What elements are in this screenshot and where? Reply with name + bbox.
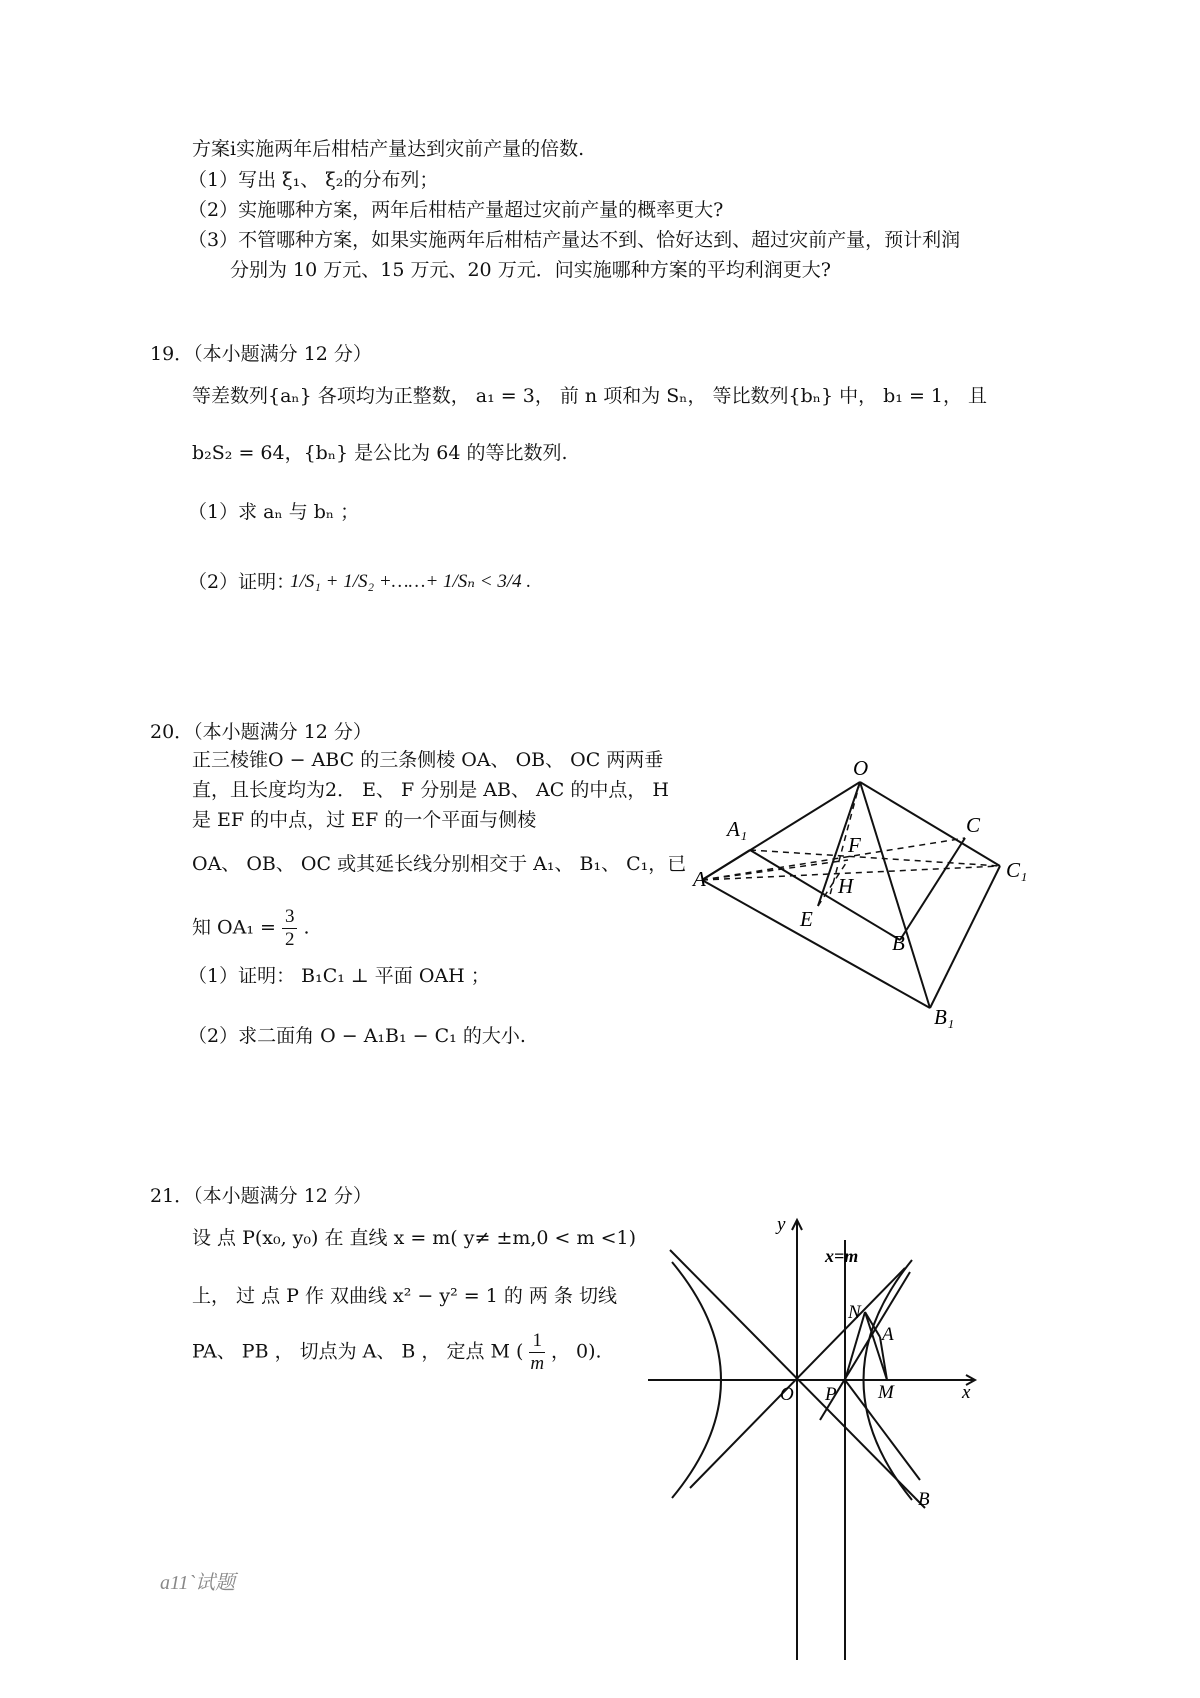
label-M: M (878, 1382, 894, 1403)
q20-line-5: 知 OA₁ = $\frac{3}{2}$ . (192, 906, 310, 950)
label-A-tangent: A (882, 1324, 894, 1345)
label-x-equals-m: x=m (825, 1246, 859, 1266)
q18-item-2: （2）实施哪种方案，两年后柑桔产量超过灾前产量的概率更大? (188, 199, 724, 221)
footer-label: a11`试题 (160, 1572, 236, 1594)
label-B-tangent: B (918, 1489, 930, 1510)
q18-item-3: （3）不管哪种方案，如果实施两年后柑桔产量达不到、恰好达到、超过灾前产量，预计利润 (188, 229, 961, 251)
fraction-denominator: m (530, 1353, 545, 1374)
q20-item-2: （2）求二面角 O − A₁B₁ − C₁ 的大小. (188, 1025, 526, 1047)
label-B: B (892, 931, 905, 955)
q20-line-2: 直，且长度均为2． E、 F 分别是 AB、 AC 的中点， H (192, 779, 669, 801)
label-C1: C₁ (1006, 858, 1028, 882)
q21-header: 21．（本小题满分 12 分） (150, 1185, 372, 1207)
fraction-numerator: 3 (282, 906, 298, 929)
q20-line-5-prefix: 知 OA₁ = (192, 916, 276, 939)
q20-line-4: OA、 OB、 OC 或其延长线分别相交于 A₁、 B₁、 C₁，已 (192, 853, 687, 875)
fraction-denominator: 2 (284, 929, 295, 950)
label-A: A (693, 867, 706, 891)
q20-item-1: （1）证明： B₁C₁ ⊥ 平面 OAH ； (188, 965, 490, 987)
label-H: H (838, 874, 854, 898)
label-A1: A₁ (727, 817, 748, 841)
label-C: C (966, 813, 981, 837)
label-x-axis: x (962, 1382, 971, 1403)
q18-text-line: 方案i实施两年后柑桔产量达到灾前产量的倍数. (192, 138, 585, 160)
label-B1: B₁ (934, 1005, 955, 1029)
q19-line-2: b₂S₂ = 64，{bₙ} 是公比为 64 的等比数列. (192, 442, 568, 464)
label-O-origin: O (780, 1384, 794, 1405)
q19-item-1: （1）求 aₙ 与 bₙ ； (188, 501, 360, 523)
q19-header: 19．（本小题满分 12 分） (150, 343, 372, 365)
q20-line-3: 是 EF 的中点，过 EF 的一个平面与侧棱 (192, 809, 537, 831)
q21-line-3-suffix: ， 0). (551, 1340, 602, 1363)
q19-item-2-prefix: （2）证明： (188, 571, 296, 593)
q18-item-3-cont: 分别为 10 万元、15 万元、20 万元．问实施哪种方案的平均利润更大? (230, 259, 831, 281)
q18-item-1: （1）写出 ξ₁、 ξ₂的分布列； (188, 169, 439, 191)
label-y-axis: y (777, 1214, 786, 1235)
q19-line-1: 等差数列{aₙ} 各项均为正整数， a₁ = 3， 前 n 项和为 Sₙ， 等比数列{bₙ} 中， b₁ = 1， 且 (192, 385, 988, 407)
q19-item-2-expression: 1/S₁ + 1/S₂ +……+ 1/Sₙ < 3/4 . (290, 571, 532, 592)
q21-line-2: 上， 过 点 P 作 双曲线 x² − y² = 1 的 两 条 切线 (192, 1285, 617, 1307)
fraction-numerator: 1 (529, 1330, 545, 1353)
label-E: E (800, 907, 813, 931)
label-F: F (848, 833, 861, 857)
label-P: P (825, 1384, 837, 1405)
q20-header: 20．（本小题满分 12 分） (150, 721, 372, 743)
q20-line-1: 正三棱锥O − ABC 的三条侧棱 OA、 OB、 OC 两两垂 (192, 749, 664, 771)
label-O: O (853, 756, 869, 780)
q21-line-3-prefix: PA、 PB ， 切点为 A、 B ， 定点 M ( (192, 1340, 524, 1363)
q21-line-1: 设 点 P(x₀, y₀) 在 直线 x = m( y≠ ±m,0 < m <1) (192, 1227, 636, 1249)
label-N: N (848, 1302, 861, 1323)
